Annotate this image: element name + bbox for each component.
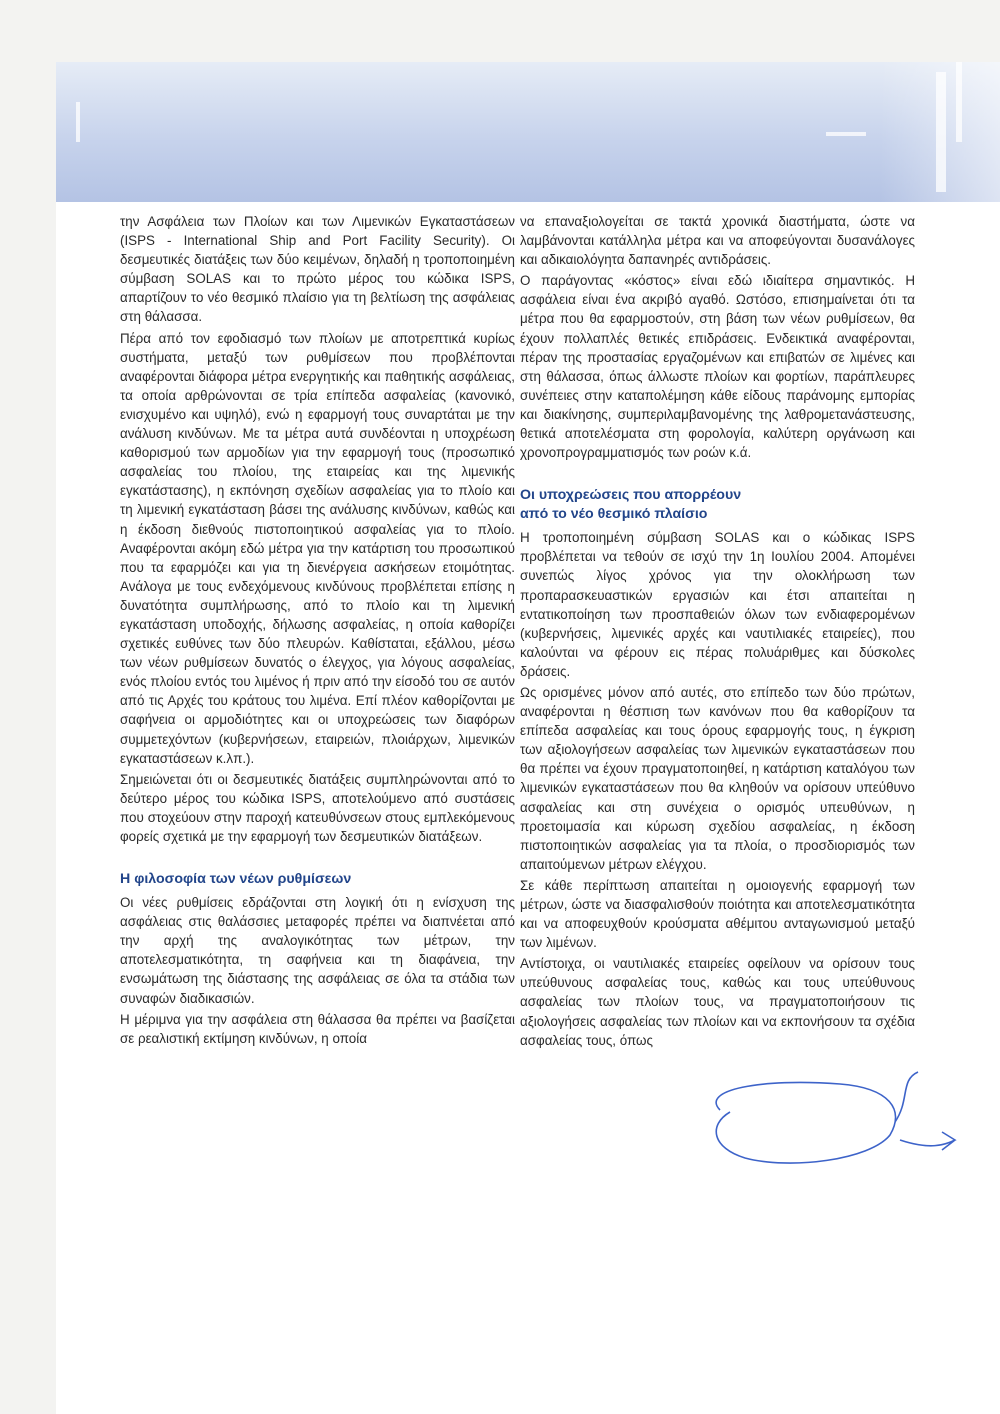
- section-heading-line: Οι υποχρεώσεις που απορρέουν: [520, 487, 742, 504]
- left-column: [120, 212, 515, 1050]
- banner-streak: [76, 102, 80, 142]
- paragraph: Πέρα από τον εφοδιασμό των πλοίων με αποτρεπτικά κυρίως συστήματα, μεταξύ των ρυθμίσεων που προβλέπονται αναφέρονται διάφορα μέτρα ενεργητικής και παθητικής ασφάλειας, τα οποία αρθρώνονται σε τρία επίπεδα ασφαλείας (κανονικό, ενισχυμένο και υψηλό), ενώ η εφαρμογή τους συναρτάται με την ανάλυση κινδύνων. Με τα μέτρα αυτά συνδέονται η υποχρέωση καθορισμού των αρμοδίων για την εφαρμογή τους (προσωπικό ασφαλείας του πλοίου, της εταιρείας και της λιμενικής εγκατάστασης), η εκπόνηση σχεδίων ασφαλείας για το πλοίο και τη λιμενική εγκατάσταση βάσει της ανάλυσης κινδύνων, καθώς και η έκδοση διεθνούς πιστοποιητικού ασφαλείας για το πλοίο. Αναφέρονται ακόμη εδώ μέτρα για την κατάρτιση του προσωπικού που τα εφαρμόζει και για τη διενέργεια ασκήσεων ετοιμότητας. Ανάλογα με τους ενδεχόμενους κινδύνους προβλέπεται επίσης η δυνατότητα συμπλήρωσης, από το πλοίο και τη λιμενική εγκατάσταση υποδοχής, δήλωσης ασφαλείας, η οποία καθορίζει σχετικές ευθύνες των δύο πλευρών. Καθίσταται, εξάλλου, μέσω των νέων ρυθμίσεων δυνατός ο έλεγχος, για λόγους ασφαλείας, ενός πλοίου εντός του λιμένος ή πριν από την είσοδό του σε αυτόν από τις Αρχές του κράτους του λιμένα. Επί πλέον καθορίζονται με σαφήνεια οι αρμοδιότητες και οι υποχρεώσεις των διαφόρων συμμετεχόντων (κυβερνήσεων, εταιρειών, πλοιάρχων, λιμενικών εγκαταστάσεων κ.λπ.).: [120, 330, 515, 766]
- paragraph: Οι νέες ρυθμίσεις εδράζονται στη λογική ότι η ενίσχυση της ασφάλειας στις θαλάσσιες μεταφορές πρέπει να διαπνέεται από την αρχή της αναλογικότητας των μέτρων, την αποτελεσματικότητα, τη σαφήνεια και τη διαφάνεια, την ενσωμάτωση της διάστασης της ασφάλειας σε όλα τα στάδια των συναφών διαδικασιών.: [120, 895, 515, 1006]
- paragraph: Αντίστοιχα, οι ναυτιλιακές εταιρείες οφείλουν να ορίσουν τους υπεύθυνους ασφαλείας τους, καθώς και τους υπεύθυνους ασφαλείας των πλοίων τους, να πραγματοποιήσουν τις αξιολογήσεις ασφαλείας των πλοίων και να εκπονήσουν τα σχέδια ασφαλείας τους, όπως: [520, 956, 915, 1048]
- document-page: [56, 62, 1000, 1414]
- paragraph: να επαναξιολογείται σε τακτά χρονικά διαστήματα, ώστε να λαμβάνονται κατάλληλα μέτρα και να αποφεύγονται δυσανάλογες και αδικαιολόγητα δαπανηρές αντιδράσεις.: [520, 214, 915, 268]
- paragraph: Ως ορισμένες μόνον από αυτές, στο επίπεδο των δύο πρώτων, αναφέρονται η θέσπιση των κανόνων που θα καθορίζουν τα επίπεδα ασφαλείας και τους όρους εφαρμογής τους, η έγκριση των αξιολογήσεων ασφαλείας των λιμενικών εγκαταστάσεων που θα πρέπει να έχουν πραγματοποιηθεί, η κατάρτιση καταλόγου των λιμενικών εγκαταστάσεων που θα κληθούν να ορίσουν υπεύθυνο ασφαλείας και στη συνέχεια ο ορισμός υπευθύνων, η προετοιμασία και κύρωση σχεδίου ασφαλείας, η έκδοση πιστοποιητικών ασφαλείας για τα πλοία, ο προσδιορισμός των απαιτούμενων μέτρων ελέγχου.: [520, 684, 915, 872]
- paragraph: Σε κάθε περίπτωση απαιτείται η ομοιογενής εφαρμογή των μέτρων, ώστε να διασφαλισθούν ποιότητα και αποτελεσματικότητα και να αποφευχθούν κρούσματα αθέμιτου ανταγωνισμού μεταξύ των λιμένων.: [520, 877, 915, 951]
- paragraph: Ο παράγοντας «κόστος» είναι εδώ ιδιαίτερα σημαντικός. Η ασφάλεια είναι ένα ακριβό αγαθό. Ωστόσο, επισημαίνεται ότι τα μέτρα που θα εφαρμοστούν, στη βάση των νέων ρυθμίσεων, θα έχουν πολλαπλές θετικές επιδράσεις. Ενδεικτικά αναφέρονται, πέραν της προστασίας εργαζομένων και επιβατών σε λιμένες και στη θάλασσα, όπως άλλωστε πλοίων και φορτίων, παράπλευρες συνέπειες στην καταπολέμηση κάθε είδους παράνομης εμπορίας και διακίνησης, συμπεριλαμβανομένης της λαθρομετανάστευσης, θετικά αποτελέσματα στη φορολογία, καλύτερη οργάνωση και χρονοπρογραμματισμός των ροών κ.ά.: [520, 273, 915, 461]
- paragraph: Σημειώνεται ότι οι δεσμευτικές διατάξεις συμπληρώνονται από το δεύτερο μέρος του κώδικα ISPS, αποτελούμενο από συστάσεις που στοχεύουν στην παροχή κατευθύνσεων στους εμπλεκόμενους φορείς σχετικά με την εφαρμογή των δεσμευτικών διατάξεων.: [120, 771, 515, 844]
- right-column: [520, 212, 915, 1052]
- paragraph: Η μέριμνα για την ασφάλεια στη θάλασσα θα πρέπει να βασίζεται σε ρεαλιστική εκτίμηση κινδύνων, η οποία: [120, 1011, 515, 1046]
- banner-streak: [826, 132, 866, 136]
- section-heading: Η φιλοσοφία των νέων ρυθμίσεων: [120, 871, 352, 888]
- banner-fade: [880, 62, 1000, 202]
- section-heading-line: από το νέο θεσμικό πλαίσιο: [520, 506, 708, 523]
- paragraph: την Ασφάλεια των Πλοίων και των Λιμενικών Εγκαταστάσεων (ISPS - International Ship and Port Facility Security). Οι δεσμευτικές διατάξεις των δύο κειμένων, δηλαδή η τροποποιημένη σύμβαση SOLAS και το πρώτο μέρος του κώδικα ISPS, απαρτίζουν το νέο θεσμικό πλαίσιο για τη βελτίωση της ασφάλειας στη θάλασσα.: [120, 214, 515, 325]
- header-banner: [56, 62, 1000, 202]
- section-heading: [520, 486, 915, 524]
- paragraph: Η τροποποιημένη σύμβαση SOLAS και ο κώδικας ISPS προβλέπεται να τεθούν σε ισχύ την 1η Ιουλίου 2004. Απομένει συνεπώς λίγος χρόνος για την ολοκλήρωση των προπαρασκευαστικών εργασιών και έτσι απαιτείται η εντατικοποίηση των προσπαθειών όλων των ενδιαφερομένων (κυβερνήσεις, λιμενικές αρχές και ναυτιλιακές εταιρείες), που καλούνται να φέρουν εις πέρας πολυάριθμες και δύσκολες δράσεις.: [520, 530, 915, 679]
